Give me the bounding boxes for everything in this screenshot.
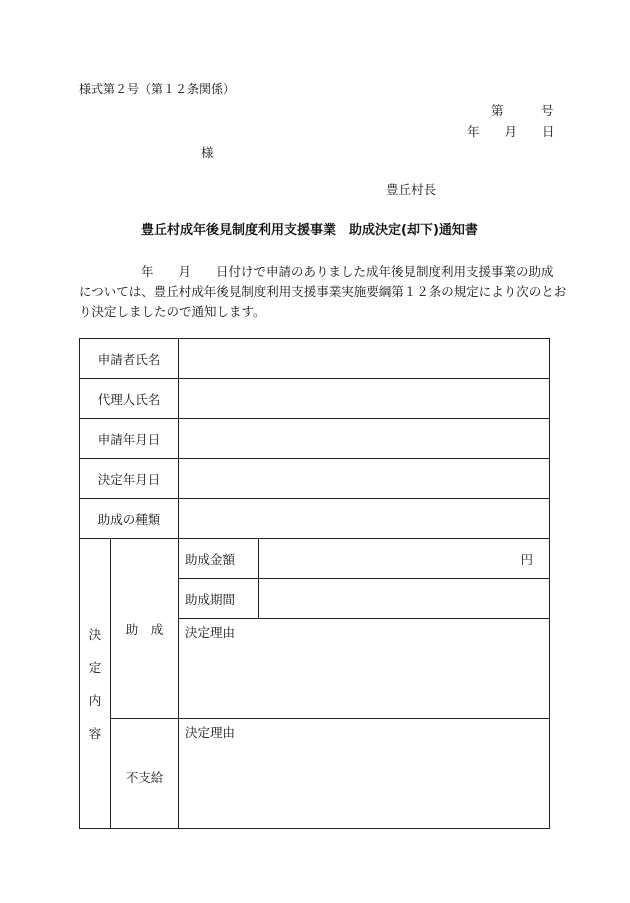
application-date-field[interactable]	[179, 419, 550, 459]
decision-date-field[interactable]	[179, 459, 550, 499]
table-row	[80, 499, 550, 539]
notice-body-line: り決定しましたので通知します。	[79, 304, 266, 319]
document-title: 豊丘村成年後見制度利用支援事業 助成決定(却下)通知書	[141, 223, 478, 238]
addressee-honorific: 様	[201, 145, 214, 160]
subsidy-type-label: 助成の種類	[80, 499, 179, 539]
decision-content-char: 容	[88, 725, 102, 741]
table-row	[80, 339, 550, 379]
applicant-name-field[interactable]	[179, 339, 550, 379]
grant-reason-label: 決定理由	[185, 625, 236, 640]
grant-label: 助 成	[111, 539, 179, 719]
decision-date-label: 決定年月日	[80, 459, 179, 499]
notice-body-line: については、豊丘村成年後見制度利用支援事業実施要綱第１２条の規定により次のとお	[79, 284, 567, 299]
decision-content-char: 定	[88, 659, 102, 675]
document-date: 年 月 日	[467, 124, 555, 139]
agent-name-label: 代理人氏名	[80, 379, 179, 419]
grant-period-field[interactable]	[259, 579, 550, 619]
grant-amount-label: 助成金額	[179, 539, 259, 579]
applicant-name-label: 申請者氏名	[80, 339, 179, 379]
application-date-label: 申請年月日	[80, 419, 179, 459]
yen-unit: 円	[520, 551, 534, 567]
decision-form-table	[79, 338, 550, 829]
table-row	[80, 379, 550, 419]
sender-name: 豊丘村長	[386, 182, 437, 197]
notice-body-line: 年 月 日付けで申請のありました成年後見制度利用支援事業の助成	[141, 264, 554, 279]
grant-reason-field[interactable]	[179, 619, 550, 719]
denial-reason-field[interactable]	[179, 719, 550, 829]
denial-label: 不支給	[111, 719, 179, 829]
decision-content-char: 内	[88, 692, 102, 708]
subsidy-type-field[interactable]	[179, 499, 550, 539]
table-row	[80, 459, 550, 499]
document-number: 第 号	[491, 103, 554, 118]
agent-name-field[interactable]	[179, 379, 550, 419]
table-row	[80, 419, 550, 459]
grant-period-label: 助成期間	[179, 579, 259, 619]
table-row	[80, 539, 550, 579]
table-row	[80, 719, 550, 829]
notice-body	[79, 262, 567, 322]
decision-content-label	[80, 539, 111, 829]
grant-amount-field[interactable]	[259, 539, 550, 579]
form-number: 様式第２号（第１２条関係）	[79, 82, 236, 96]
denial-reason-label: 決定理由	[185, 725, 236, 740]
decision-content-char: 決	[88, 626, 102, 642]
